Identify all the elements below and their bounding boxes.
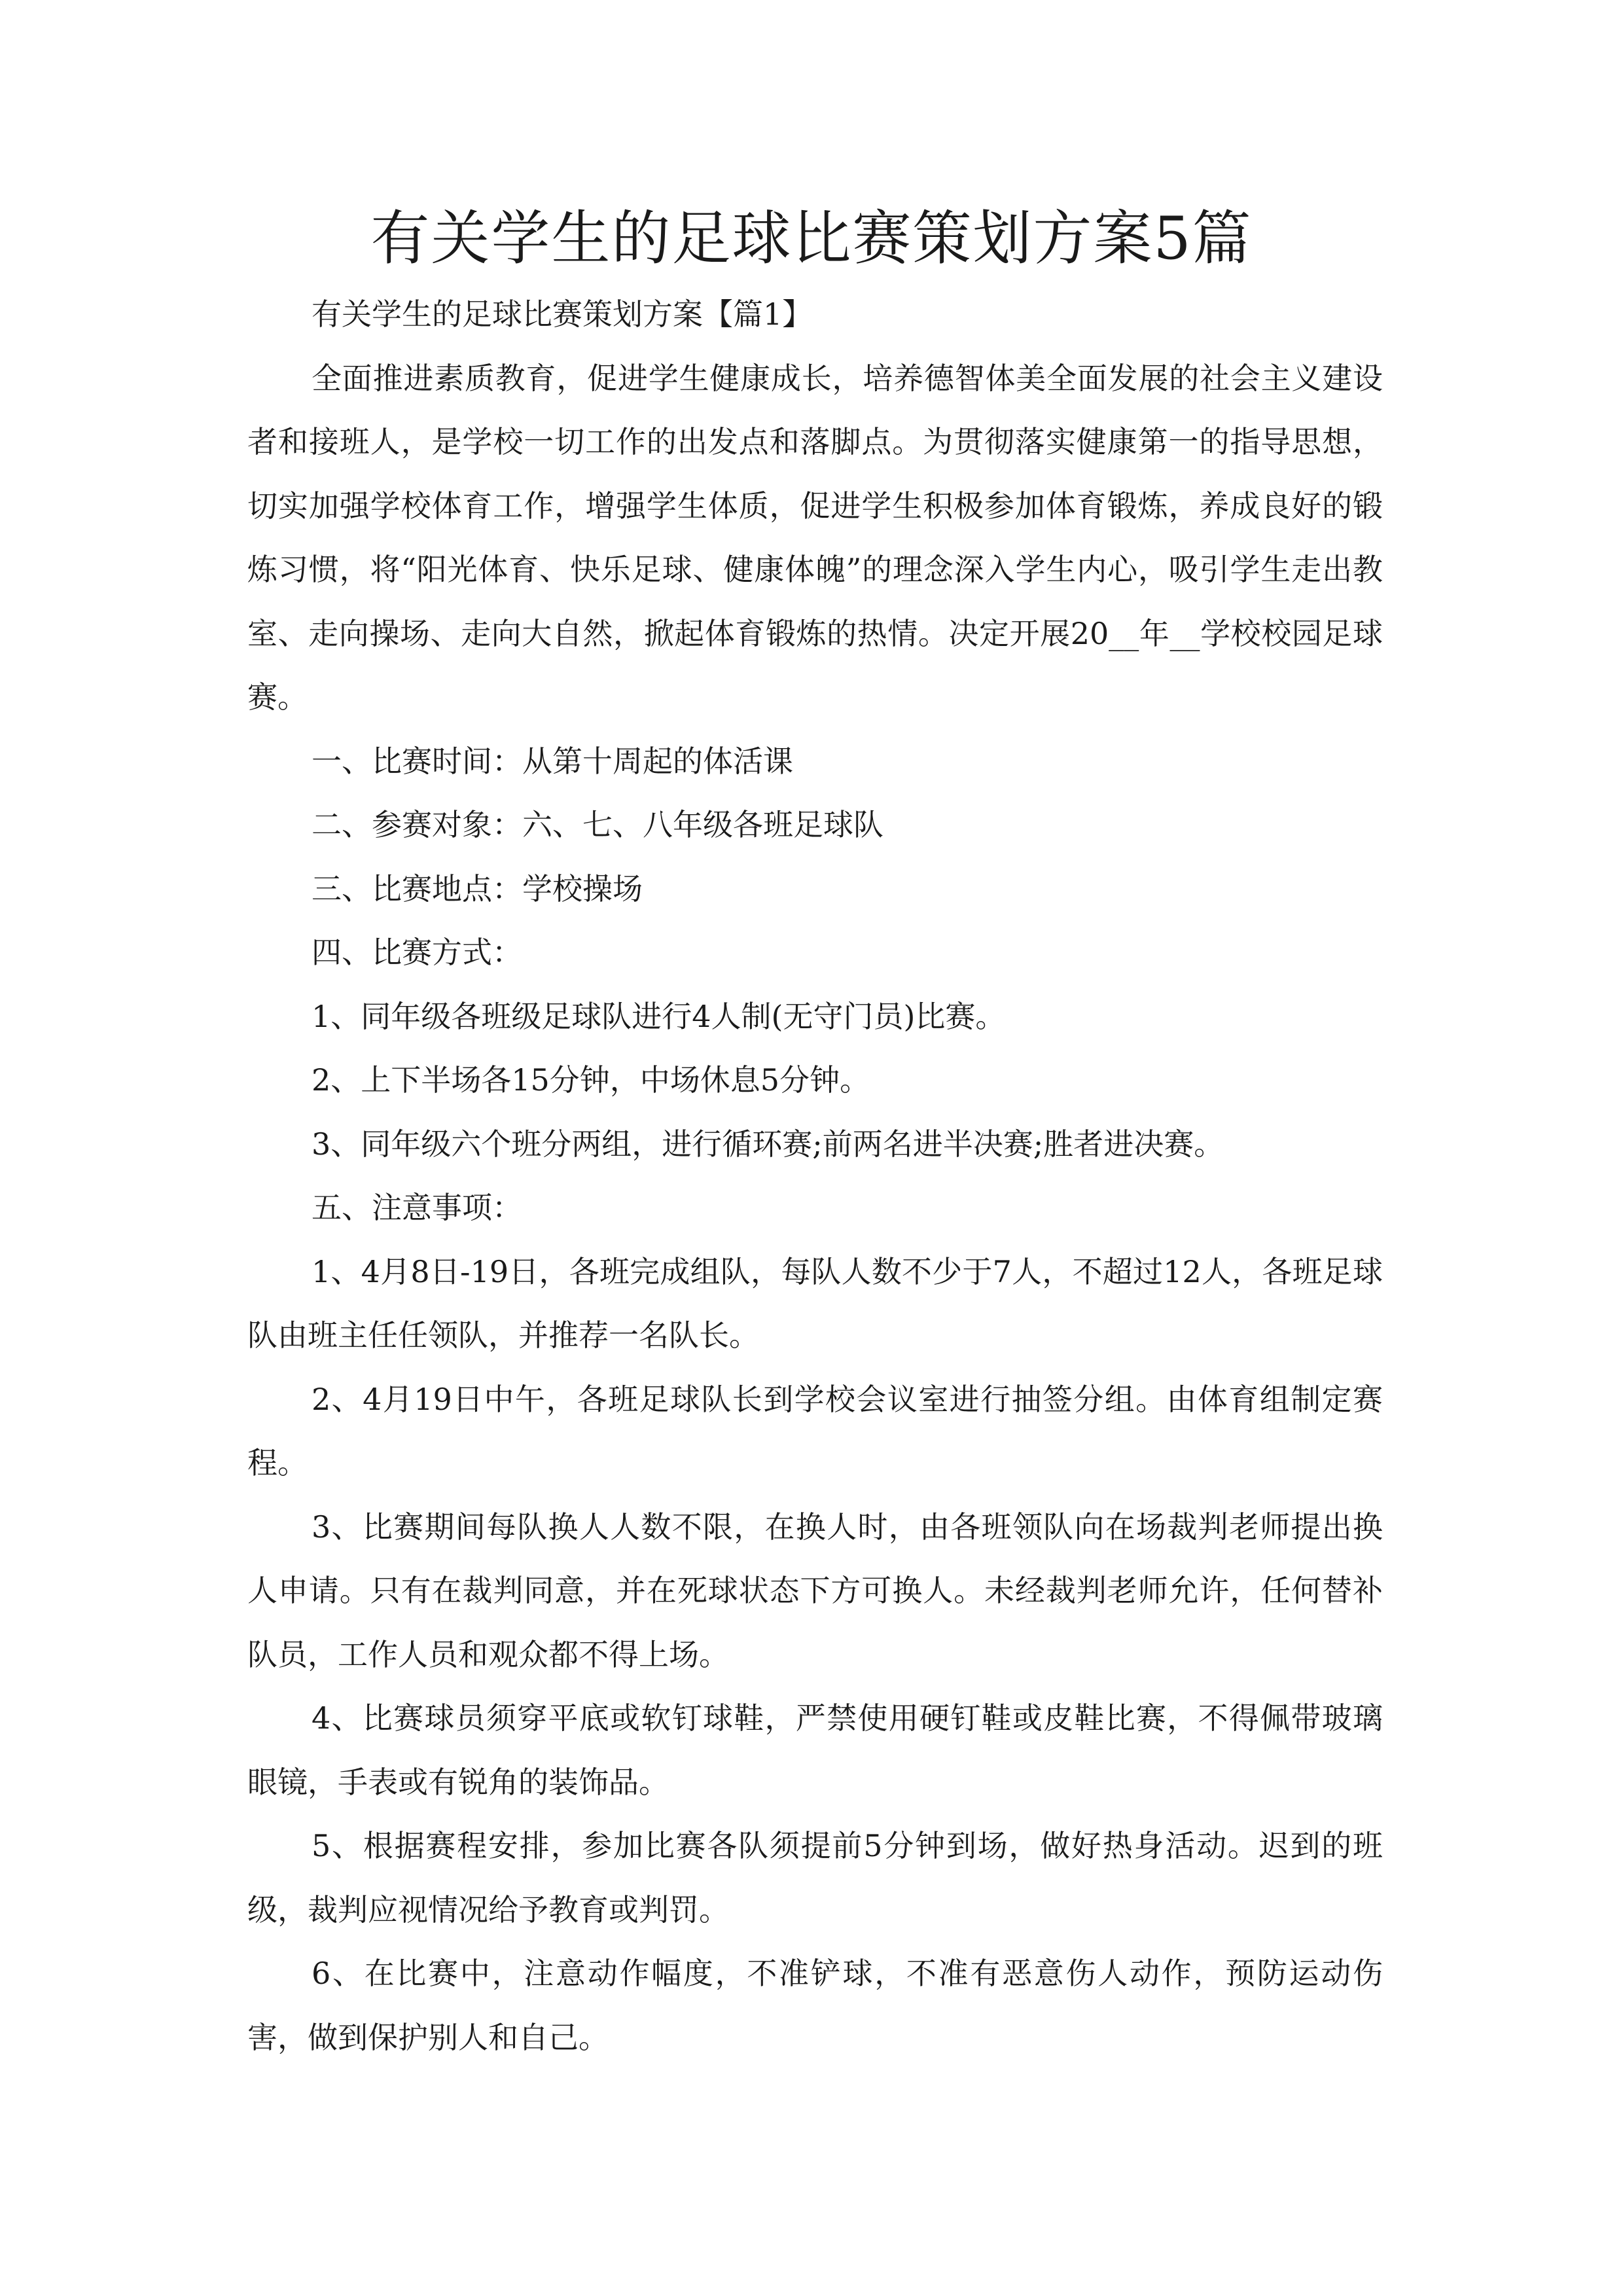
paragraph-intro: 全面推进素质教育，促进学生健康成长，培养德智体美全面发展的社会主义建设者和接班人，是学校一切工作的出发点和落脚点。为贯彻落实健康第一的指导思想，切实加强学校体育工作，增强学生体质，促进学生积极参加体育锻炼，养成良好的锻炼习惯，将“阳光体育、快乐足球、健康体魄”的理念深入学生内心，吸引学生走出教室、走向操场、走向大自然，掀起体育锻炼的热情。决定开展20__年__学校校园足球赛。	[247, 360, 1383, 715]
section-heading: 有关学生的足球比赛策划方案【篇1】	[312, 296, 813, 332]
paragraph-format-3: 3、同年级六个班分两组，进行循环赛;前两名进半决赛;胜者进决赛。	[312, 1126, 1224, 1162]
document-body	[247, 283, 1383, 2070]
paragraph-participants: 二、参赛对象：六、七、八年级各班足球队	[312, 807, 883, 842]
document-title: 有关学生的足球比赛策划方案5篇	[370, 204, 1253, 273]
paragraph-format-1: 1、同年级各班级足球队进行4人制(无守门员)比赛。	[312, 998, 1006, 1034]
paragraph-note-3: 3、比赛期间每队换人人数不限，在换人时，由各班领队向在场裁判老师提出换人申请。只有在裁判同意，并在死球状态下方可换人。未经裁判老师允许，任何替补队员，工作人员和观众都不得上场。	[247, 1509, 1383, 1672]
paragraph-notes-heading: 五、注意事项：	[312, 1190, 522, 1225]
paragraph-venue: 三、比赛地点：学校操场	[312, 870, 643, 906]
paragraph-format-2: 2、上下半场各15分钟，中场休息5分钟。	[312, 1062, 870, 1098]
paragraph-note-5: 5、根据赛程安排，参加比赛各队须提前5分钟到场，做好热身活动。迟到的班级，裁判应视情况给予教育或判罚。	[247, 1828, 1383, 1928]
paragraph-note-6: 6、在比赛中，注意动作幅度，不准铲球，不准有恶意伤人动作，预防运动伤害，做到保护别人和自己。	[247, 1956, 1383, 2055]
paragraph-format-heading: 四、比赛方式：	[312, 935, 522, 970]
paragraph-time: 一、比赛时间：从第十周起的体活课	[312, 743, 793, 779]
paragraph-note-2: 2、4月19日中午，各班足球队长到学校会议室进行抽签分组。由体育组制定赛程。	[247, 1381, 1383, 1480]
paragraph-note-4: 4、比赛球员须穿平底或软钉球鞋，严禁使用硬钉鞋或皮鞋比赛，不得佩带玻璃眼镜，手表或有锐角的装饰品。	[247, 1700, 1383, 1800]
paragraph-note-1: 1、4月8日-19日，各班完成组队，每队人数不少于7人，不超过12人，各班足球队由班主任任领队，并推荐一名队长。	[247, 1253, 1383, 1353]
